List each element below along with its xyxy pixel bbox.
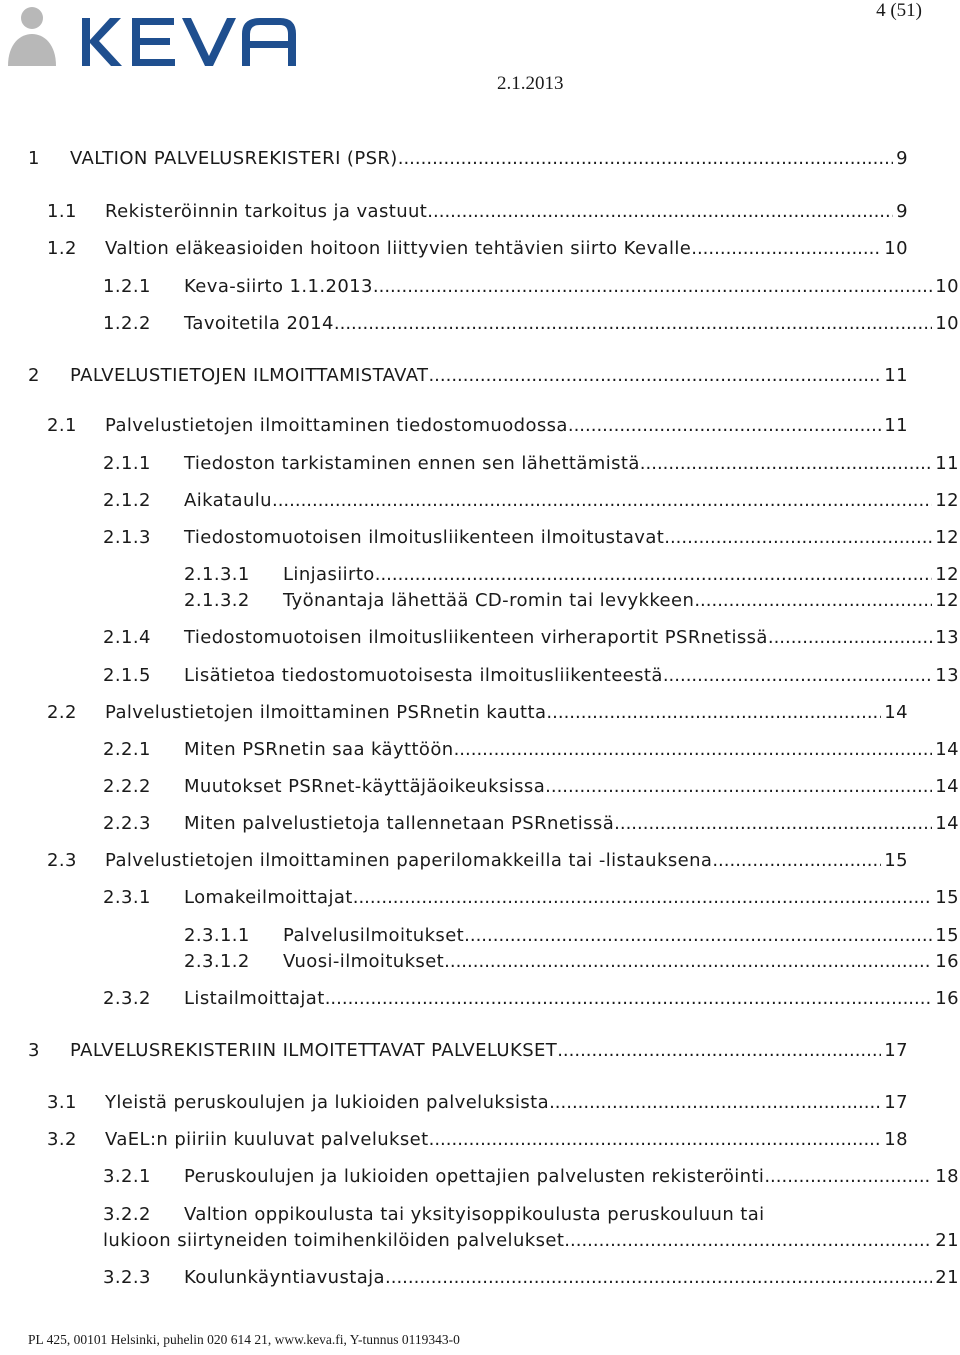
toc-number: 1 — [28, 148, 40, 169]
dot-leader — [694, 590, 932, 612]
toc-number: 2.1 — [47, 415, 77, 436]
toc-page: 13 — [935, 665, 959, 686]
toc-number: 2.2.2 — [103, 776, 151, 797]
toc-entry-continuation[interactable] — [103, 1230, 959, 1252]
dot-leader — [454, 739, 933, 761]
toc-number: 2.3.1.2 — [184, 951, 250, 972]
toc-page: 21 — [935, 1230, 959, 1251]
toc-number: 2.2.3 — [103, 813, 151, 834]
toc-entry-multiline[interactable] — [103, 1204, 765, 1226]
toc-page: 21 — [935, 1267, 959, 1288]
toc-entry[interactable] — [28, 148, 908, 170]
toc-number: 2.1.5 — [103, 665, 151, 686]
toc-entry[interactable] — [103, 1166, 959, 1188]
toc-number: 2.1.2 — [103, 490, 151, 511]
dot-leader — [444, 951, 932, 973]
dot-leader — [272, 490, 932, 512]
dot-leader — [546, 702, 881, 724]
dot-leader — [712, 850, 881, 872]
toc-title: Peruskoulujen ja lukioiden opettajien palvelusten rekisteröinti — [184, 1166, 765, 1187]
toc-title: Miten palvelustietoja tallennetaan PSRnetissä — [184, 813, 615, 834]
dot-leader — [664, 527, 932, 549]
dot-leader — [375, 564, 933, 586]
toc-number: 1.2.2 — [103, 313, 151, 334]
toc-page: 10 — [884, 238, 908, 259]
dot-leader — [640, 453, 932, 475]
footer-address: PL 425, 00101 Helsinki, puhelin 020 614 21, www.keva.fi, Y-tunnus 0119343-0 — [28, 1332, 460, 1347]
dot-leader — [325, 988, 933, 1010]
toc-page: 9 — [896, 201, 908, 222]
toc-entry[interactable] — [47, 201, 908, 223]
toc-entry[interactable] — [47, 850, 908, 872]
toc-number: 2.3.1 — [103, 887, 151, 908]
toc-title: Koulunkäyntiavustaja — [184, 1267, 385, 1288]
toc-entry[interactable] — [47, 1092, 908, 1114]
toc-page: 10 — [935, 276, 959, 297]
toc-entry[interactable] — [103, 490, 959, 512]
toc-entry[interactable] — [103, 776, 959, 798]
toc-title: Rekisteröinnin tarkoitus ja vastuut — [105, 201, 428, 222]
toc-page: 16 — [935, 988, 959, 1009]
toc-number: 3 — [28, 1040, 40, 1061]
toc-entry[interactable] — [47, 238, 908, 260]
dot-leader — [353, 887, 933, 909]
toc-title: Muutokset PSRnet-käyttäjäoikeuksissa — [184, 776, 546, 797]
toc-entry[interactable] — [103, 739, 959, 761]
dot-leader — [691, 238, 881, 260]
toc-page: 18 — [884, 1129, 908, 1150]
toc-page: 14 — [935, 739, 959, 760]
dot-leader — [568, 415, 881, 437]
toc-number: 2.1.3 — [103, 527, 151, 548]
page-number: 4 (51) — [876, 0, 922, 21]
toc-page: 15 — [935, 887, 959, 908]
dot-leader — [557, 1040, 881, 1062]
toc-title: Palvelusilmoitukset — [283, 925, 465, 946]
dot-leader — [427, 201, 893, 223]
dot-leader — [398, 148, 893, 170]
toc-title: VaEL:n piiriin kuuluvat palvelukset — [105, 1129, 429, 1150]
toc-title: Yleistä peruskoulujen ja lukioiden palveluksista — [105, 1092, 550, 1113]
toc-page: 12 — [935, 490, 959, 511]
dot-leader — [385, 1267, 932, 1289]
toc-title: Lomakeilmoittajat — [184, 887, 353, 908]
toc-page: 14 — [884, 702, 908, 723]
toc-number: 1.2.1 — [103, 276, 151, 297]
dot-leader — [564, 1230, 932, 1252]
toc-page: 12 — [935, 527, 959, 548]
toc-entry[interactable] — [103, 313, 959, 335]
toc-entry[interactable] — [103, 453, 959, 475]
toc-entry[interactable] — [103, 988, 959, 1010]
toc-entry[interactable] — [103, 665, 959, 687]
toc-entry[interactable] — [47, 415, 908, 437]
toc-number: 3.2.1 — [103, 1166, 151, 1187]
toc-title: Tiedostomuotoisen ilmoitusliikenteen ilmoitustavat — [184, 527, 665, 548]
dot-leader — [663, 665, 932, 687]
toc-entry[interactable] — [103, 276, 959, 298]
toc-entry[interactable] — [184, 925, 959, 947]
toc-title: Palvelustietojen ilmoittaminen paperilomakkeilla tai -listauksena — [105, 850, 713, 871]
toc-page: 17 — [884, 1092, 908, 1113]
keva-logo — [4, 4, 304, 80]
toc-entry[interactable] — [184, 564, 959, 586]
toc-entry[interactable] — [184, 951, 959, 973]
toc-entry[interactable] — [47, 1129, 908, 1151]
dot-leader — [549, 1092, 881, 1114]
dot-leader — [464, 925, 932, 947]
toc-title: Valtion oppikoulusta tai yksityisoppikoulusta peruskouluun tai — [184, 1204, 765, 1225]
toc-title: Miten PSRnetin saa käyttöön — [184, 739, 454, 760]
toc-title: PALVELUSTIETOJEN ILMOITTAMISTAVAT — [70, 365, 429, 386]
toc-number: 3.2 — [47, 1129, 77, 1150]
toc-number: 2.2 — [47, 702, 77, 723]
toc-title: Listailmoittajat — [184, 988, 325, 1009]
dot-leader — [545, 776, 932, 798]
toc-number: 2.3.1.1 — [184, 925, 250, 946]
keva-logo-icon — [4, 4, 304, 76]
dot-leader — [428, 365, 881, 387]
toc-title: Aikataulu — [184, 490, 272, 511]
toc-entry[interactable] — [184, 590, 959, 612]
toc-number: 1.2 — [47, 238, 77, 259]
toc-number: 2.1.4 — [103, 627, 151, 648]
toc-title: Linjasiirto — [283, 564, 375, 585]
toc-page: 16 — [935, 951, 959, 972]
toc-number: 2.3 — [47, 850, 77, 871]
toc-page: 15 — [884, 850, 908, 871]
toc-title: Valtion eläkeasioiden hoitoon liittyvien tehtävien siirto Kevalle — [105, 238, 692, 259]
toc-page: 13 — [935, 627, 959, 648]
toc-number: 2.3.2 — [103, 988, 151, 1009]
dot-leader — [768, 627, 932, 649]
toc-title: Vuosi-ilmoitukset — [283, 951, 445, 972]
toc-number: 2.1.3.1 — [184, 564, 250, 585]
toc-title: Lisätietoa tiedostomuotoisesta ilmoitusliikenteestä — [184, 665, 663, 686]
toc-title: Tiedostomuotoisen ilmoitusliikenteen virheraportit PSRnetissä — [184, 627, 768, 648]
toc-page: 11 — [884, 415, 908, 436]
toc-page: 10 — [935, 313, 959, 334]
toc-title: Tavoitetila 2014 — [184, 313, 334, 334]
toc-title: Palvelustietojen ilmoittaminen PSRnetin kautta — [105, 702, 547, 723]
toc-entry[interactable] — [28, 365, 908, 387]
toc-number: 3.1 — [47, 1092, 77, 1113]
toc-entry[interactable] — [28, 1040, 908, 1062]
toc-entry[interactable] — [103, 1267, 959, 1289]
toc-entry[interactable] — [103, 527, 959, 549]
toc-number: 1.1 — [47, 201, 77, 222]
toc-title: Tiedoston tarkistaminen ennen sen lähettämistä — [184, 453, 640, 474]
toc-number: 3.2.3 — [103, 1267, 151, 1288]
toc-title: PALVELUSREKISTERIIN ILMOITETTAVAT PALVELUKSET — [70, 1040, 558, 1061]
toc-number: 2.1.1 — [103, 453, 151, 474]
toc-page: 12 — [935, 590, 959, 611]
toc-page: 11 — [935, 453, 959, 474]
dot-leader — [429, 1129, 882, 1151]
toc-page: 12 — [935, 564, 959, 585]
toc-page: 11 — [884, 365, 908, 386]
dot-leader — [373, 276, 932, 298]
toc-entry[interactable] — [47, 702, 908, 724]
toc-entry[interactable] — [103, 813, 959, 835]
toc-entry[interactable] — [103, 887, 959, 909]
dot-leader — [764, 1166, 932, 1188]
toc-page: 14 — [935, 776, 959, 797]
document-date: 2.1.2013 — [497, 73, 564, 94]
toc-title: Työnantaja lähettää CD-romin tai levykkeen — [283, 590, 695, 611]
toc-title: Keva-siirto 1.1.2013 — [184, 276, 373, 297]
dot-leader — [334, 313, 932, 335]
toc-number: 3.2.2 — [103, 1204, 151, 1225]
toc-page: 18 — [935, 1166, 959, 1187]
toc-page: 14 — [935, 813, 959, 834]
toc-page: 17 — [884, 1040, 908, 1061]
toc-entry[interactable] — [103, 627, 959, 649]
toc-page: 15 — [935, 925, 959, 946]
toc-title: Palvelustietojen ilmoittaminen tiedostomuodossa — [105, 415, 568, 436]
toc-page: 9 — [896, 148, 908, 169]
toc-number: 2.2.1 — [103, 739, 151, 760]
toc-number: 2 — [28, 365, 40, 386]
dot-leader — [614, 813, 932, 835]
toc-title-continuation: lukioon siirtyneiden toimihenkilöiden palvelukset — [103, 1230, 565, 1251]
toc-title: VALTION PALVELUSREKISTERI (PSR) — [70, 148, 398, 169]
toc-number: 2.1.3.2 — [184, 590, 250, 611]
